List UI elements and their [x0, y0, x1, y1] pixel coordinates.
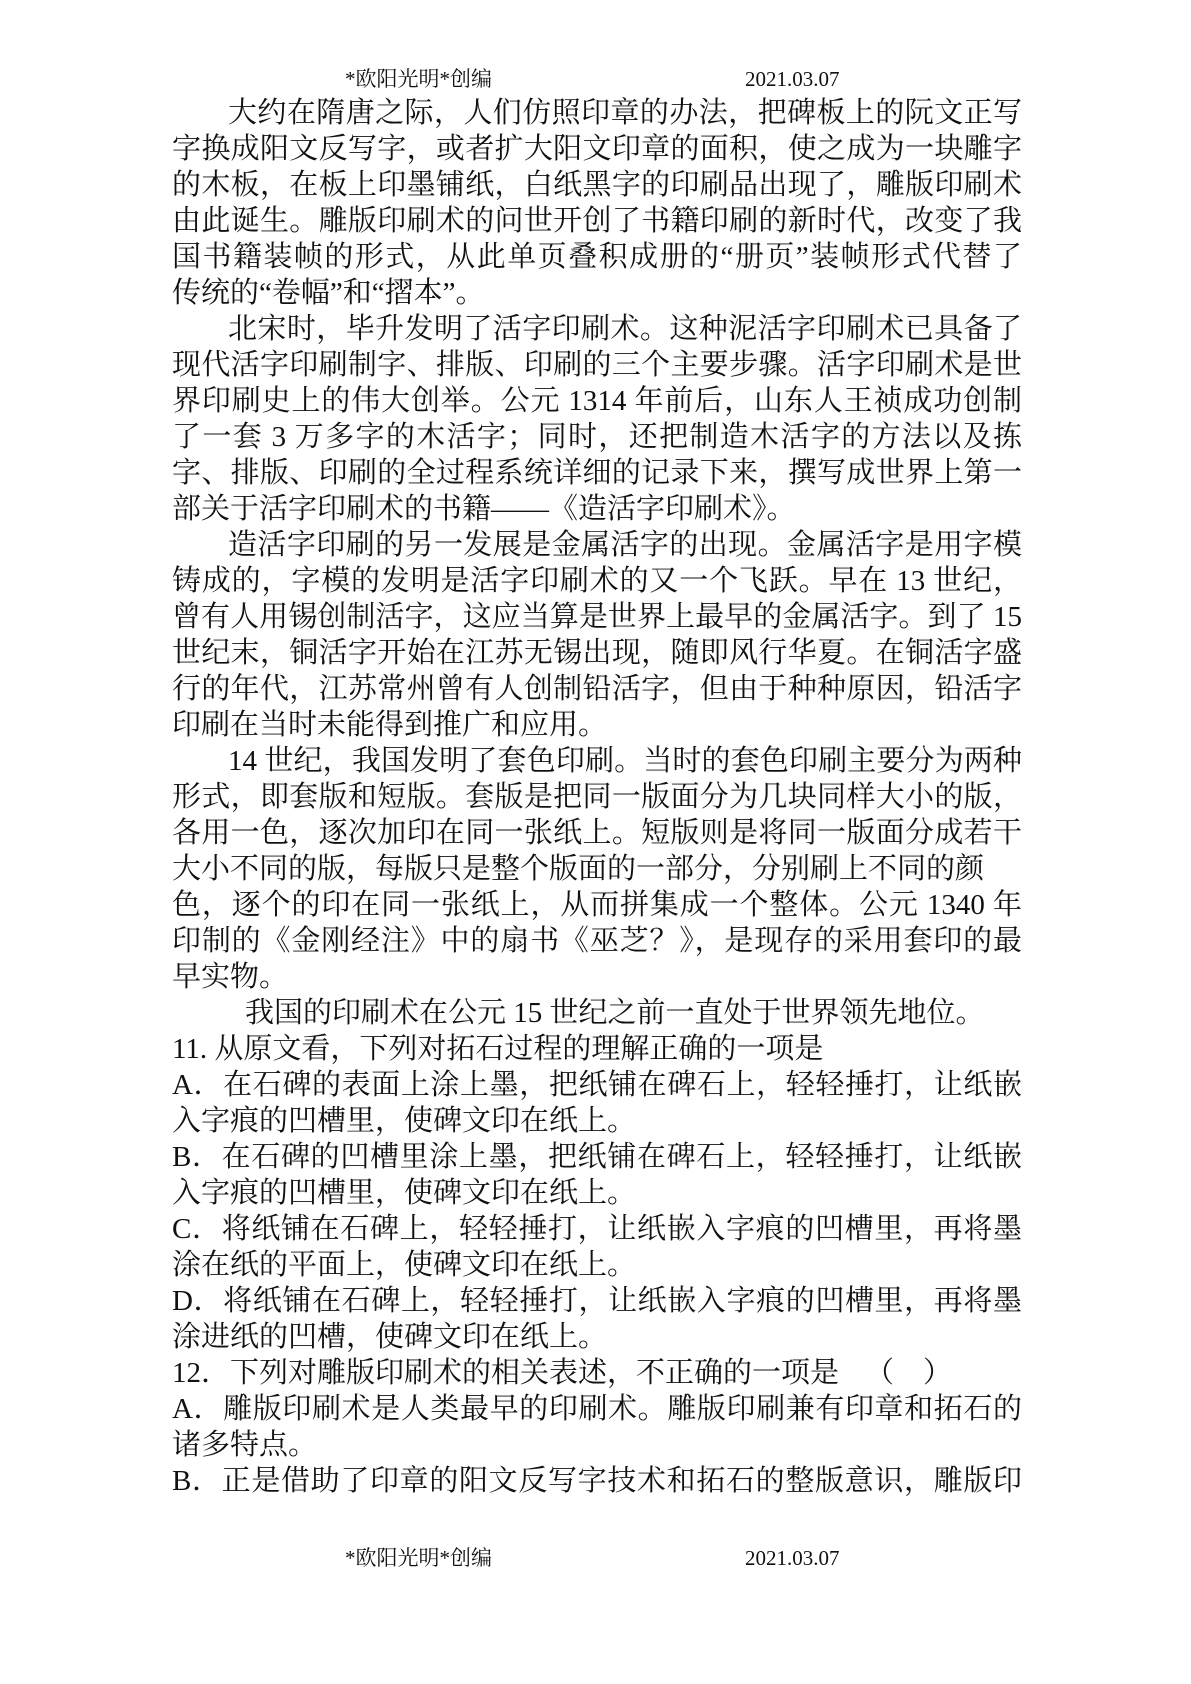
passage-line: 曾有人用锡创制活字，这应当算是世界上最早的金属活字。到了 15 — [172, 601, 1022, 633]
passage-line: 传统的“卷幅”和“摺本”。 — [172, 277, 485, 309]
passage-line: 早实物。 — [172, 961, 289, 993]
passage-line: 界印刷史上的伟大创举。公元 1314 年前后，山东人王祯成功创制 — [172, 385, 1022, 417]
passage-line: 部关于活字印刷术的书籍——《造活字印刷术》。 — [172, 493, 796, 525]
footer-date: 2021.03.07 — [745, 1546, 840, 1570]
question-11 — [172, 1031, 1022, 1355]
option-b-line: B．在石碑的凹槽里涂上墨，把纸铺在碑石上，轻轻捶打，让纸嵌 — [172, 1141, 1022, 1173]
passage-line: 世纪末，铜活字开始在江苏无锡出现，随即风行华夏。在铜活字盛 — [172, 637, 1022, 669]
paragraph — [172, 995, 1022, 1031]
passage-line: 字换成阳文反写字，或者扩大阳文印章的面积，使之成为一块雕字 — [172, 133, 1022, 165]
option-c-line: C．将纸铺在石碑上，轻轻捶打，让纸嵌入字痕的凹槽里，再将墨 — [172, 1213, 1022, 1245]
passage-line: 形式，即套版和短版。套版是把同一版面分为几块同样大小的版， — [172, 781, 1022, 813]
passage-line: 大小不同的版，每版只是整个版面的一部分，分别刷上不同的颜 — [172, 853, 985, 885]
paragraph — [172, 743, 1022, 995]
option-b-line: B．正是借助了印章的阳文反写字技术和拓石的整版意识，雕版印 — [172, 1465, 1022, 1497]
question-stem-row — [172, 1355, 1022, 1391]
option-a-line: A．在石碑的表面上涂上墨，把纸铺在碑石上，轻轻捶打，让纸嵌 — [172, 1069, 1022, 1101]
question-stem: 11. 从原文看，下列对拓石过程的理解正确的一项是 — [172, 1033, 824, 1065]
passage-line: 印刷在当时未能得到推广和应用。 — [172, 709, 608, 741]
passage-line: 铸成的，字模的发明是活字印刷术的又一个飞跃。早在 13 世纪， — [172, 565, 1022, 597]
passage-line: 行的年代，江苏常州曾有人创制铅活字，但由于种种原因，铅活字 — [172, 673, 1022, 705]
answer-blank: （ ） — [865, 1357, 953, 1389]
option-b-line: 入字痕的凹槽里，使碑文印在纸上。 — [172, 1177, 637, 1209]
page-footer — [0, 1543, 1191, 1573]
passage-line: 现代活字印刷制字、排版、印刷的三个主要步骤。活字印刷术是世 — [172, 349, 1022, 381]
option-c-line: 涂在纸的平面上，使碑文印在纸上。 — [172, 1249, 637, 1281]
question-stem: 12．下列对雕版印刷术的相关表述，不正确的一项是 — [172, 1357, 840, 1389]
page-header — [0, 64, 1191, 94]
option-a-line: 入字痕的凹槽里，使碑文印在纸上。 — [172, 1105, 637, 1137]
footer-author: *欧阳光明*创编 — [345, 1546, 492, 1570]
passage-line: 北宋时，毕升发明了活字印刷术。这种泥活字印刷术已具备了 — [228, 313, 1022, 345]
question-12 — [172, 1355, 1022, 1499]
option-a-line: A．雕版印刷术是人类最早的印刷术。雕版印刷兼有印章和拓石的 — [172, 1393, 1022, 1425]
paragraph — [172, 527, 1022, 743]
passage-line: 造活字印刷的另一发展是金属活字的出现。金属活字是用字模 — [228, 529, 1022, 561]
passage-line: 国书籍装帧的形式，从此单页叠积成册的“册页”装帧形式代替了 — [172, 241, 1022, 273]
header-date: 2021.03.07 — [745, 67, 840, 91]
paragraph — [172, 95, 1022, 311]
passage-line: 由此诞生。雕版印刷术的问世开创了书籍印刷的新时代，改变了我 — [172, 205, 1022, 237]
passage-line: 大约在隋唐之际，人们仿照印章的办法，把碑板上的阮文正写 — [228, 97, 1022, 129]
document-body — [172, 95, 1022, 1499]
option-d-line: 涂进纸的凹槽，使碑文印在纸上。 — [172, 1321, 608, 1353]
passage-line: 了一套 3 万多字的木活字；同时，还把制造木活字的方法以及拣 — [172, 421, 1022, 453]
paragraph — [172, 311, 1022, 527]
passage-line: 各用一色，逐次加印在同一张纸上。短版则是将同一版面分成若干 — [172, 817, 1022, 849]
passage-line: 色，逐个的印在同一张纸上，从而拼集成一个整体。公元 1340 年 — [172, 889, 1022, 921]
option-a-line: 诸多特点。 — [172, 1429, 318, 1461]
header-author: *欧阳光明*创编 — [345, 67, 492, 91]
passage-line: 14 世纪，我国发明了套色印刷。当时的套色印刷主要分为两种 — [228, 745, 1022, 777]
passage-line: 字、排版、印刷的全过程系统详细的记录下来，撰写成世界上第一 — [172, 457, 1022, 489]
passage-line: 的木板，在板上印墨铺纸，白纸黑字的印刷品出现了，雕版印刷术 — [172, 169, 1022, 201]
passage-line: 印制的《金刚经注》中的扇书《巫芝？》，是现存的采用套印的最 — [172, 925, 1022, 957]
option-d-line: D．将纸铺在石碑上，轻轻捶打，让纸嵌入字痕的凹槽里，再将墨 — [172, 1285, 1022, 1317]
passage-line: 我国的印刷术在公元 15 世纪之前一直处于世界领先地位。 — [245, 997, 985, 1029]
